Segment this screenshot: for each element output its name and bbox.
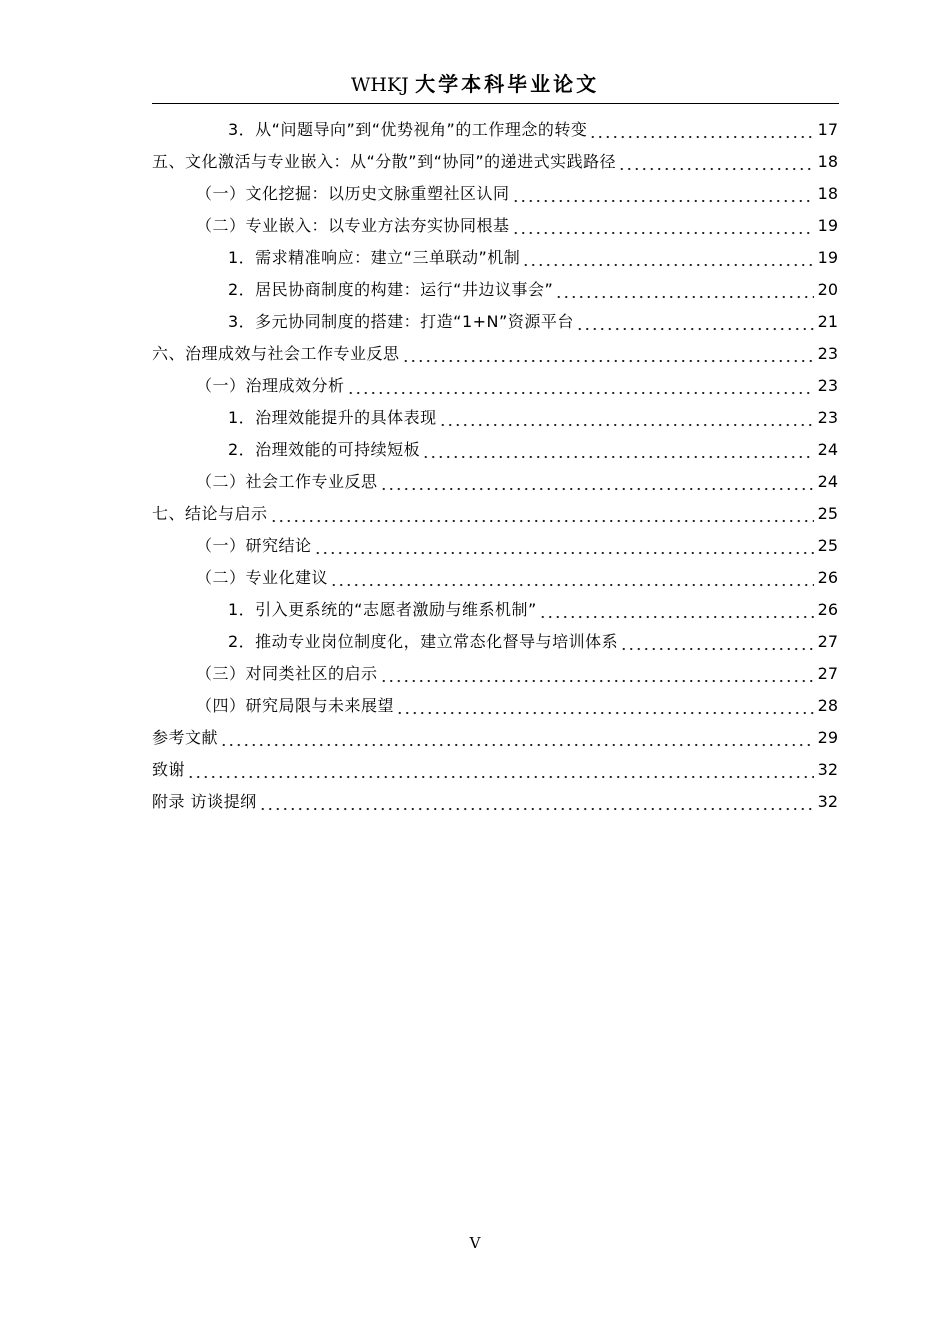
toc-entry[interactable] xyxy=(152,498,838,530)
toc-entry-page: 27 xyxy=(817,664,838,683)
toc-entry-page: 27 xyxy=(817,632,838,651)
toc-entry-page: 18 xyxy=(817,184,838,203)
dot-leader xyxy=(402,338,814,370)
toc-entry-page: 18 xyxy=(817,152,838,171)
toc-entry-title: 1．引入更系统的“志愿者激励与维系机制” xyxy=(228,600,537,619)
toc-entry-title: 2．推动专业岗位制度化，建立常态化督导与培训体系 xyxy=(228,632,619,651)
toc-entry[interactable] xyxy=(152,370,838,402)
toc-entry-page: 25 xyxy=(817,536,838,555)
header-divider xyxy=(152,103,839,104)
dot-leader xyxy=(347,370,814,402)
toc-entry-page: 20 xyxy=(817,280,838,299)
toc-entry-title: （一）治理成效分析 xyxy=(196,376,345,395)
toc-entry[interactable] xyxy=(152,658,838,690)
dot-leader xyxy=(259,786,814,818)
toc-entry-title: （二）专业化建议 xyxy=(196,568,329,587)
toc-entry[interactable] xyxy=(152,754,838,786)
toc-entry-title: （一）研究结论 xyxy=(196,536,312,555)
toc-entry-page: 32 xyxy=(817,760,838,779)
toc-entry[interactable] xyxy=(152,434,838,466)
dot-leader xyxy=(589,114,813,146)
toc-entry-page: 26 xyxy=(817,600,838,619)
toc-entry[interactable] xyxy=(152,146,838,178)
toc-entry-page: 32 xyxy=(817,792,838,811)
toc-entry-page: 19 xyxy=(817,216,838,235)
toc-entry-page: 25 xyxy=(817,504,838,523)
toc-entry-title: （二）社会工作专业反思 xyxy=(196,472,378,491)
page-number: V xyxy=(469,1234,481,1252)
toc-entry[interactable] xyxy=(152,338,838,370)
toc-entry-page: 23 xyxy=(817,408,838,427)
toc-entry[interactable] xyxy=(152,562,838,594)
dot-leader xyxy=(522,242,813,274)
toc-entry-title: 致谢 xyxy=(152,760,186,779)
toc-entry-page: 17 xyxy=(817,120,838,139)
header-title: 大学本科毕业论文 xyxy=(415,72,600,96)
dot-leader xyxy=(380,466,814,498)
dot-leader xyxy=(314,530,814,562)
toc-entry-page: 29 xyxy=(817,728,838,747)
toc-entry[interactable] xyxy=(152,626,838,658)
dot-leader xyxy=(512,178,814,210)
toc-entry-page: 24 xyxy=(817,440,838,459)
toc-entry[interactable] xyxy=(152,466,838,498)
toc-entry-title: 七、结论与启示 xyxy=(152,504,268,523)
toc-entry-page: 21 xyxy=(817,312,838,331)
toc-entry-title: （二）专业嵌入：以专业方法夯实协同根基 xyxy=(196,216,510,235)
dot-leader xyxy=(422,434,813,466)
toc-entry-title: （一）文化挖掘：以历史文脉重塑社区认同 xyxy=(196,184,510,203)
toc-entry-page: 19 xyxy=(817,248,838,267)
dot-leader xyxy=(539,594,814,626)
toc-entry-title: 附录 访谈提纲 xyxy=(152,792,257,811)
toc-entry-page: 23 xyxy=(817,376,838,395)
dot-leader xyxy=(439,402,814,434)
toc-entry[interactable] xyxy=(152,402,838,434)
toc-entry[interactable] xyxy=(152,530,838,562)
table-of-contents xyxy=(152,114,838,818)
dot-leader xyxy=(618,146,813,178)
toc-entry[interactable] xyxy=(152,786,838,818)
dot-leader xyxy=(512,210,814,242)
toc-entry-page: 28 xyxy=(817,696,838,715)
toc-entry-page: 26 xyxy=(817,568,838,587)
toc-entry-page: 24 xyxy=(817,472,838,491)
page-header xyxy=(0,68,950,101)
toc-entry[interactable] xyxy=(152,114,838,146)
toc-entry-title: 2．治理效能的可持续短板 xyxy=(228,440,421,459)
toc-entry-title: 六、治理成效与社会工作专业反思 xyxy=(152,344,400,363)
dot-leader xyxy=(576,306,814,338)
toc-entry[interactable] xyxy=(152,242,838,274)
toc-entry[interactable] xyxy=(152,274,838,306)
dot-leader xyxy=(620,626,813,658)
toc-entry-title: 参考文献 xyxy=(152,728,219,747)
toc-entry-title: 3．多元协同制度的搭建：打造“1+N”资源平台 xyxy=(228,312,574,331)
dot-leader xyxy=(270,498,814,530)
toc-entry-title: 3．从“问题导向”到“优势视角”的工作理念的转变 xyxy=(228,120,588,139)
toc-entry-page: 23 xyxy=(817,344,838,363)
header-latin: WHKJ xyxy=(350,74,409,96)
toc-entry[interactable] xyxy=(152,210,838,242)
dot-leader xyxy=(220,722,814,754)
dot-leader xyxy=(380,658,814,690)
dot-leader xyxy=(396,690,814,722)
dot-leader xyxy=(187,754,814,786)
toc-entry[interactable] xyxy=(152,722,838,754)
toc-entry[interactable] xyxy=(152,306,838,338)
toc-entry-title: 2．居民协商制度的构建：运行“井边议事会” xyxy=(228,280,554,299)
toc-entry-title: 1．需求精准响应：建立“三单联动”机制 xyxy=(228,248,521,267)
toc-entry[interactable] xyxy=(152,690,838,722)
dot-leader xyxy=(555,274,813,306)
toc-entry[interactable] xyxy=(152,178,838,210)
toc-entry-title: 五、文化激活与专业嵌入：从“分散”到“协同”的递进式实践路径 xyxy=(152,152,617,171)
toc-entry-title: 1．治理效能提升的具体表现 xyxy=(228,408,437,427)
toc-entry[interactable] xyxy=(152,594,838,626)
toc-entry-title: （三）对同类社区的启示 xyxy=(196,664,378,683)
toc-entry-title: （四）研究局限与未来展望 xyxy=(196,696,395,715)
dot-leader xyxy=(330,562,814,594)
